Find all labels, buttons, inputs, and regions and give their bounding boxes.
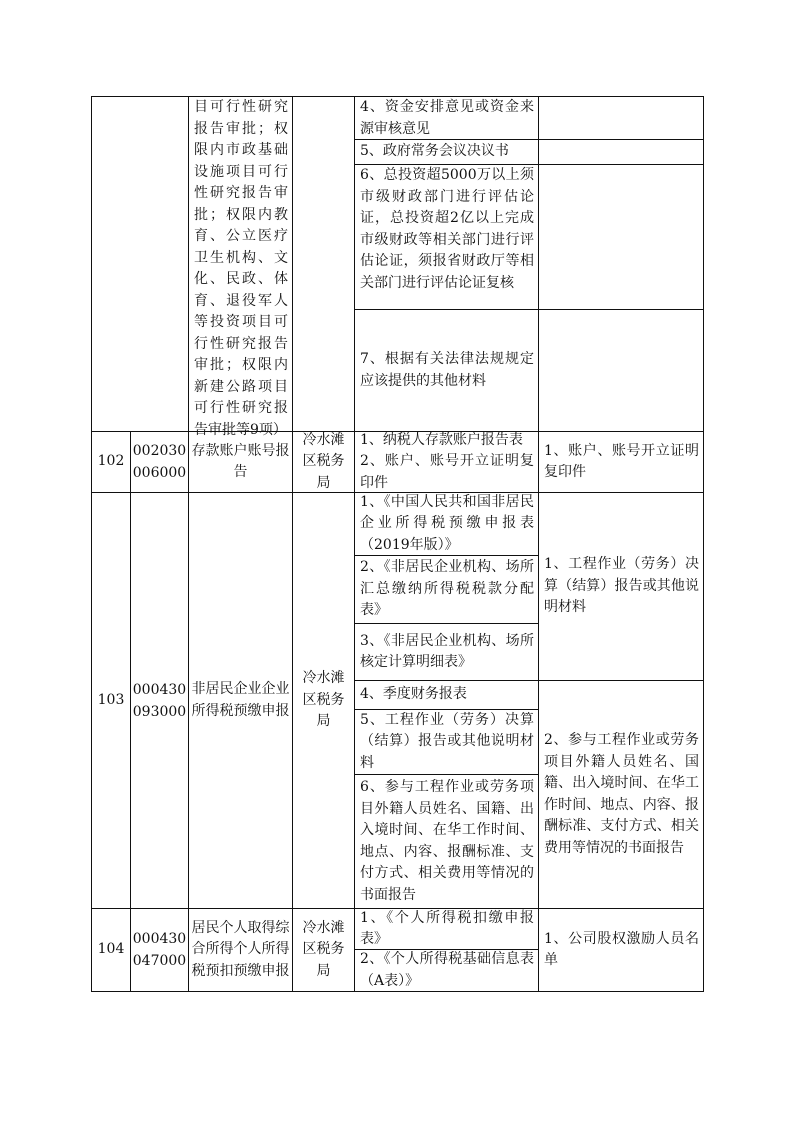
additional-materials: 2、参与工程作业或劳务项目外籍人员姓名、国籍、出入境时间、在华工作时间、地点、内容、报酬标准、支付方式、相关费用等情况的书面报告 [544,732,699,856]
material-item: 5、政府常务会议决议书 [360,143,509,160]
item-name: 居民个人取得综合所得个人所得税预扣预缴申报 [191,919,290,979]
materials: 1、纳税人存款账户报告表 2、账户、账号开立证明复印件 [360,431,534,491]
item-code: 002030 006000 [132,443,187,481]
item-name: 存款账户账号报告 [191,442,290,480]
additional-materials: 1、账户、账号开立证明复印件 [544,442,699,480]
material-item: 2、《个人所得税基础信息表（A表）》 [360,951,534,989]
material-item: 6、参与工程作业或劳务项目外籍人员姓名、国籍、出入境时间、在华工作时间、地点、内容、报酬标准、支付方式、相关费用等情况的书面报告 [360,779,534,903]
department: 冷水滩区税务局 [302,919,345,979]
item-name: 非居民企业企业所得税预缴申报 [191,681,290,719]
material-item: 4、季度财务报表 [360,686,467,703]
services-table [91,96,704,992]
item-name-continued: 目可行性研究报告审批；权限内市政基础设施项目可行性研究报告审批；权限内教育、公立医疗卫生机构、文化、民政、体育、退役军人等投资项目可行性研究报告审批；权限内新建公路项目可行性研究报告审批等9项） [194,99,288,438]
row-number: 102 [97,453,125,470]
material-item: 6、总投资超5000万以上须市级财政部门进行评估论证，总投资超2亿以上完成市级财政等相关部门进行评估论证，须报省财政厅等相关部门进行评估论证复核 [360,167,534,291]
row-number: 104 [97,941,125,958]
material-item: 7、根据有关法律法规规定应该提供的其他材料 [360,351,534,389]
item-code: 000430 093000 [132,681,187,720]
additional-materials: 1、工程作业（劳务）决算（结算）报告或其他说明材料 [544,556,699,616]
material-item: 1、《个人所得税扣缴申报表》 [360,909,534,947]
material-item: 2、《非居民企业机构、场所汇总缴纳所得税税款分配表》 [360,559,534,619]
material-item: 4、资金安排意见或资金来源审核意见 [360,99,534,137]
material-item: 5、工程作业（劳务）决算（结算）报告或其他说明材料 [360,711,534,771]
department: 冷水滩区税务局 [302,670,345,730]
department: 冷水滩区税务局 [302,431,345,491]
item-code: 000430 047000 [132,931,187,969]
material-item: 1、《中国人民共和国非居民企业所得税预缴申报表（2019年版）》 [360,493,534,553]
row-number: 103 [97,691,125,708]
material-item: 3、《非居民企业机构、场所核定计算明细表》 [360,632,534,670]
additional-materials: 1、公司股权激励人员名单 [544,930,699,968]
